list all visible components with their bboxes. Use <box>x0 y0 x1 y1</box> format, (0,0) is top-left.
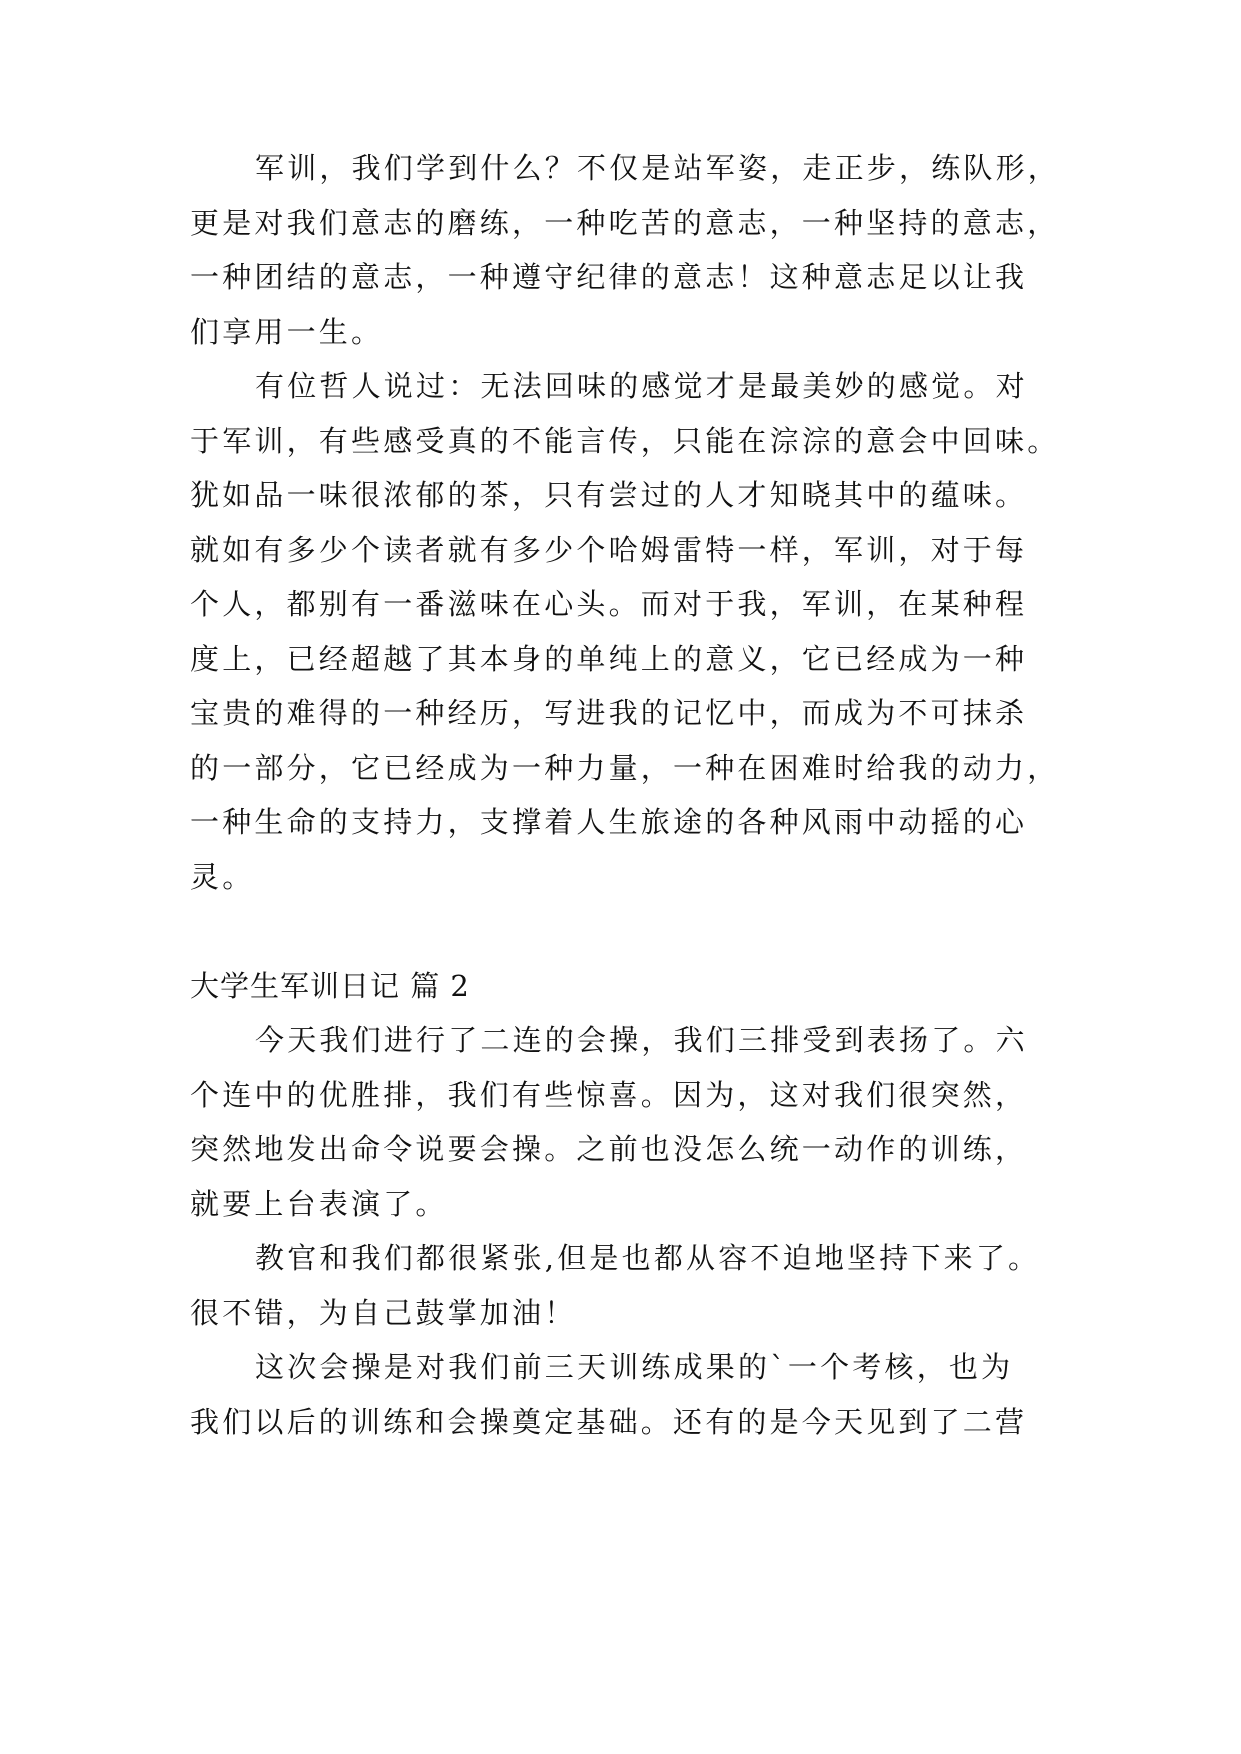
text-line: 更是对我们意志的磨练，一种吃苦的意志，一种坚持的意志， <box>190 206 1060 240</box>
text-line: 于军训，有些感受真的不能言传，只能在淙淙的意会中回味。 <box>190 424 1060 458</box>
text-line: 就如有多少个读者就有多少个哈姆雷特一样，军训，对于每 <box>190 533 1028 567</box>
text-line: 教官和我们都很紧张,但是也都从容不迫地坚持下来了。 <box>255 1241 1041 1275</box>
text-line: 我们以后的训练和会操奠定基础。还有的是今天见到了二营 <box>190 1405 1028 1439</box>
text-line: 一种生命的支持力，支撑着人生旅途的各种风雨中动摇的心 <box>190 805 1028 839</box>
section-heading: 大学生军训日记 篇 2 <box>190 969 470 1003</box>
text-line: 就要上台表演了。 <box>190 1187 448 1221</box>
text-line: 个连中的优胜排，我们有些惊喜。因为，这对我们很突然， <box>190 1078 1028 1112</box>
text-line: 宝贵的难得的一种经历，写进我的记忆中，而成为不可抹杀 <box>190 696 1028 730</box>
text-line: 军训，我们学到什么？不仅是站军姿，走正步，练队形， <box>255 151 1061 185</box>
text-line: 度上，已经超越了其本身的单纯上的意义，它已经成为一种 <box>190 642 1028 676</box>
text-line: 突然地发出命令说要会操。之前也没怎么统一动作的训练， <box>190 1132 1028 1166</box>
text-line: 有位哲人说过：无法回味的感觉才是最美妙的感觉。对 <box>255 369 1028 403</box>
text-line: 们享用一生。 <box>190 315 384 349</box>
text-line: 很不错，为自己鼓掌加油！ <box>190 1296 577 1330</box>
text-line: 今天我们进行了二连的会操，我们三排受到表扬了。六 <box>255 1023 1028 1057</box>
text-line: 灵。 <box>190 860 255 894</box>
text-line: 犹如品一味很浓郁的茶，只有尝过的人才知晓其中的蕴味。 <box>190 478 1028 512</box>
text-line: 的一部分，它已经成为一种力量，一种在困难时给我的动力， <box>190 751 1060 785</box>
text-line: 个人，都别有一番滋味在心头。而对于我，军训，在某种程 <box>190 587 1028 621</box>
text-line: 一种团结的意志，一种遵守纪律的意志！这种意志足以让我 <box>190 260 1028 294</box>
text-line: 这次会操是对我们前三天训练成果的`一个考核，也为 <box>255 1350 1014 1384</box>
